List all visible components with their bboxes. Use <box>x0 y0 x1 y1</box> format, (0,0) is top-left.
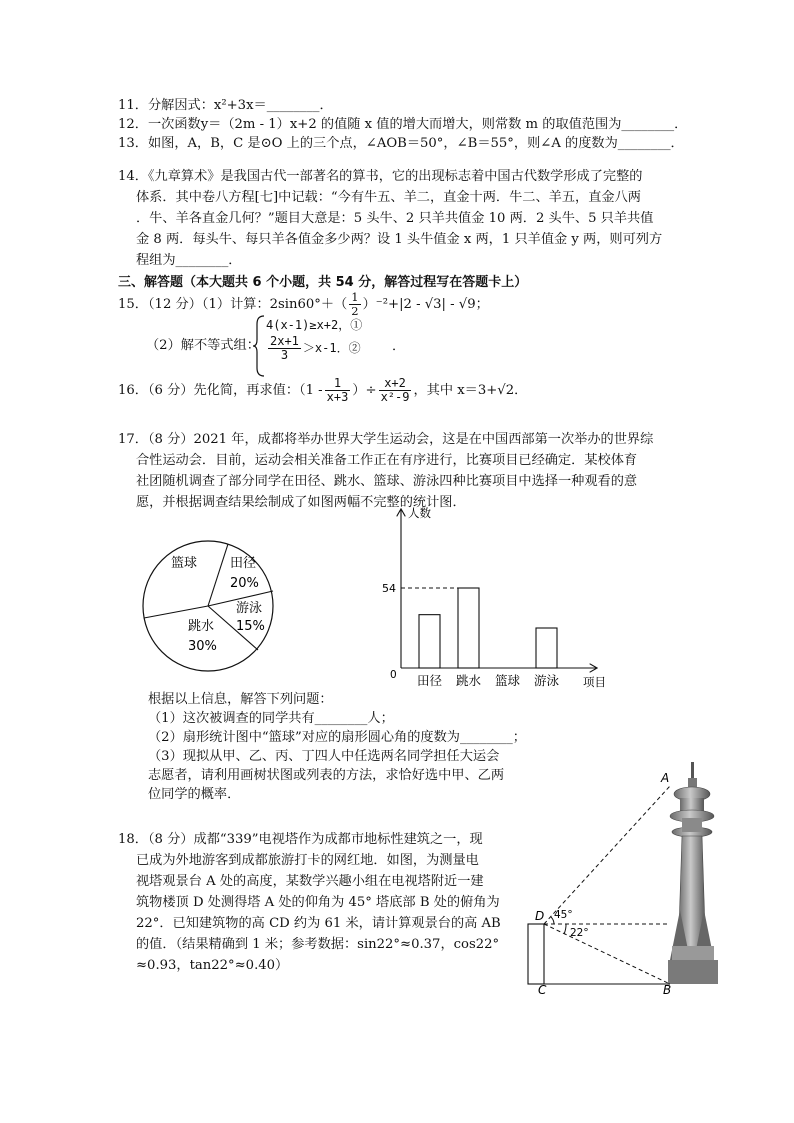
label-d: D <box>535 909 545 923</box>
q15b-end: ． <box>392 339 406 354</box>
y-tick-54: 54 <box>382 582 396 595</box>
question-11: 11．分解因式：x²+3x＝________． <box>118 98 333 113</box>
category-label-3: 游泳 <box>533 673 560 688</box>
q15b-fraction: $\frac{2x+1}{3}$ <box>270 334 299 362</box>
question-16: 16．（6 分）先化简，再求值：（1 - $\frac{1}{x+3}$ ）÷ $\frac{x+2}{\text{x²-9}}$ ，其中 x＝3+√2． <box>118 376 528 404</box>
category-label-1: 跳水 <box>455 673 482 688</box>
bar-group <box>419 588 557 668</box>
pie-value-track: 20% <box>230 576 259 591</box>
label-b: B <box>663 983 672 997</box>
pie-value-dive: 30% <box>188 639 217 654</box>
question-18-line-5: 22°．已知建筑物的高 CD 约为 61 米，请计算观景台的高 AB <box>136 916 501 931</box>
pie-label-basketball: 篮球 <box>171 556 198 571</box>
question-18-line-7: ≈0.93，tan22°≈0.40） <box>136 958 289 973</box>
question-14-line-1: 14．《九章算术》是我国古代一部著名的算书，它的出现标志着中国古代数学形成了完整的 <box>118 169 643 184</box>
question-14-line-4: 金 8 两．每头牛、每只羊各值金多少两？设 1 头牛值金 x 两，1 只羊值金 y 两，则可列方 <box>136 232 663 247</box>
q15b-label: （2）解不等式组： <box>146 338 260 353</box>
pie-value-swim: 15% <box>236 619 265 634</box>
tower-image <box>668 762 718 984</box>
angle-22-arc <box>564 924 566 934</box>
section-3-heading: 三、解答题（本大题共 6 个小题，共 54 分，解答过程写在答题卡上） <box>118 275 528 290</box>
category-label-2: 篮球 <box>494 673 521 688</box>
label-angle-45: 45° <box>554 909 573 921</box>
question-13: 13．如图，A，B，C 是⊙O 上的三个点，∠AOB＝50°，∠B＝55°，则∠A 的度数为________． <box>118 136 684 151</box>
q15b-inequality-2: $\frac{2x+1}{3}$ ＞x-1．② <box>270 334 361 362</box>
q17-part-1: （1）这次被调查的同学共有________人； <box>148 711 394 726</box>
question-18-line-6: 的值．（结果精确到 1 米；参考数据：sin22°≈0.37，cos22° <box>136 937 500 952</box>
question-18-line-2: 已成为外地游客到成都旅游打卡的网红地．如图，为测量电 <box>136 853 479 868</box>
label-c: C <box>538 983 547 997</box>
question-14-line-2: 体系．其中卷八方程[七]中记载：“今有牛五、羊二，直金十两．牛二、羊五，直金八两 <box>136 190 641 205</box>
building-cd <box>528 924 544 984</box>
q17-part-2: （2）扇形统计图中“篮球”对应的扇形圆心角的度数为________； <box>148 730 526 745</box>
question-18-line-4: 筑物楼顶 D 处测得塔 A 处的仰角为 45° 塔底部 B 处的俯角为 <box>136 895 500 910</box>
question-12: 12．一次函数y＝（2m - 1）x+2 的值随 x 值的增大而增大，则常数 m 的取值范围为________． <box>118 117 688 132</box>
bar-chart <box>370 500 620 692</box>
question-14-line-3: ．牛、羊各直金几何？”题目大意是：5 头牛、2 只羊共值金 10 两．2 头牛、5 只羊共值 <box>136 211 654 226</box>
label-angle-22: 22° <box>570 927 589 939</box>
system-brace <box>252 314 266 378</box>
q17-intro: 根据以上信息，解答下列问题： <box>148 692 333 707</box>
q15a-fraction: $\frac{1}{2}$ <box>351 290 359 318</box>
bar-3 <box>536 628 557 668</box>
question-17-line-1: 17．（8 分）2021 年，成都将举办世界大学生运动会，这是在中国西部第一次举办的世界综 <box>118 432 654 447</box>
tower-diagram <box>520 760 730 1000</box>
category-labels <box>417 673 560 688</box>
question-17-line-3: 社团随机调查了部分同学在田径、跳水、篮球、游泳四种比赛项目中选择一种观看的意 <box>136 474 638 489</box>
q17-part-3-line-2: 志愿者，请利用画树状图或列表的方法，求恰好选中甲、乙两 <box>148 768 505 783</box>
origin-label: 0 <box>390 669 397 681</box>
q16-fraction-1: $\frac{1}{x+3}$ <box>326 376 349 404</box>
question-18-line-3: 视塔观景台 A 处的高度，某数学兴趣小组在电视塔附近一建 <box>136 874 484 889</box>
y-axis-label: 人数 <box>408 506 431 520</box>
pie-label-dive: 跳水 <box>188 619 215 634</box>
bar-0 <box>419 615 440 668</box>
x-axis-label: 项目 <box>583 675 606 689</box>
sight-line-db <box>544 924 670 984</box>
label-a: A <box>661 771 670 785</box>
pie-label-track: 田径 <box>230 556 257 571</box>
pie-chart <box>138 536 284 676</box>
q15a-head: 15．（12 分）（1）计算：2sin60°＋（ <box>118 297 348 312</box>
question-17-line-4: 愿，并根据调查结果绘制成了如图两幅不完整的统计图． <box>136 495 466 510</box>
q15a-tail: ）⁻²+|2 - √3| - √9； <box>362 297 489 312</box>
question-18-line-1: 18．（8 分）成都“339”电视塔作为成都市地标性建筑之一，现 <box>118 832 483 847</box>
q16-fraction-2: $\frac{x+2}{\text{x²-9}}$ <box>380 376 410 404</box>
bar-1 <box>458 588 479 668</box>
q15b-inequality-1: 4(x-1)≥x+2，① <box>266 318 363 332</box>
sight-line-da <box>544 786 670 924</box>
category-label-0: 田径 <box>416 673 443 688</box>
question-14-line-5: 程组为________． <box>136 253 242 268</box>
q17-part-3-line-1: （3）现拟从甲、乙、丙、丁四人中任选两名同学担任大运会 <box>148 749 500 764</box>
question-17-line-2: 合性运动会．目前，运动会相关准备工作正在有序进行，比赛项目已经确定．某校体育 <box>136 453 638 468</box>
pie-label-swim: 游泳 <box>236 601 263 616</box>
q17-part-3-line-3: 位同学的概率． <box>148 787 241 802</box>
